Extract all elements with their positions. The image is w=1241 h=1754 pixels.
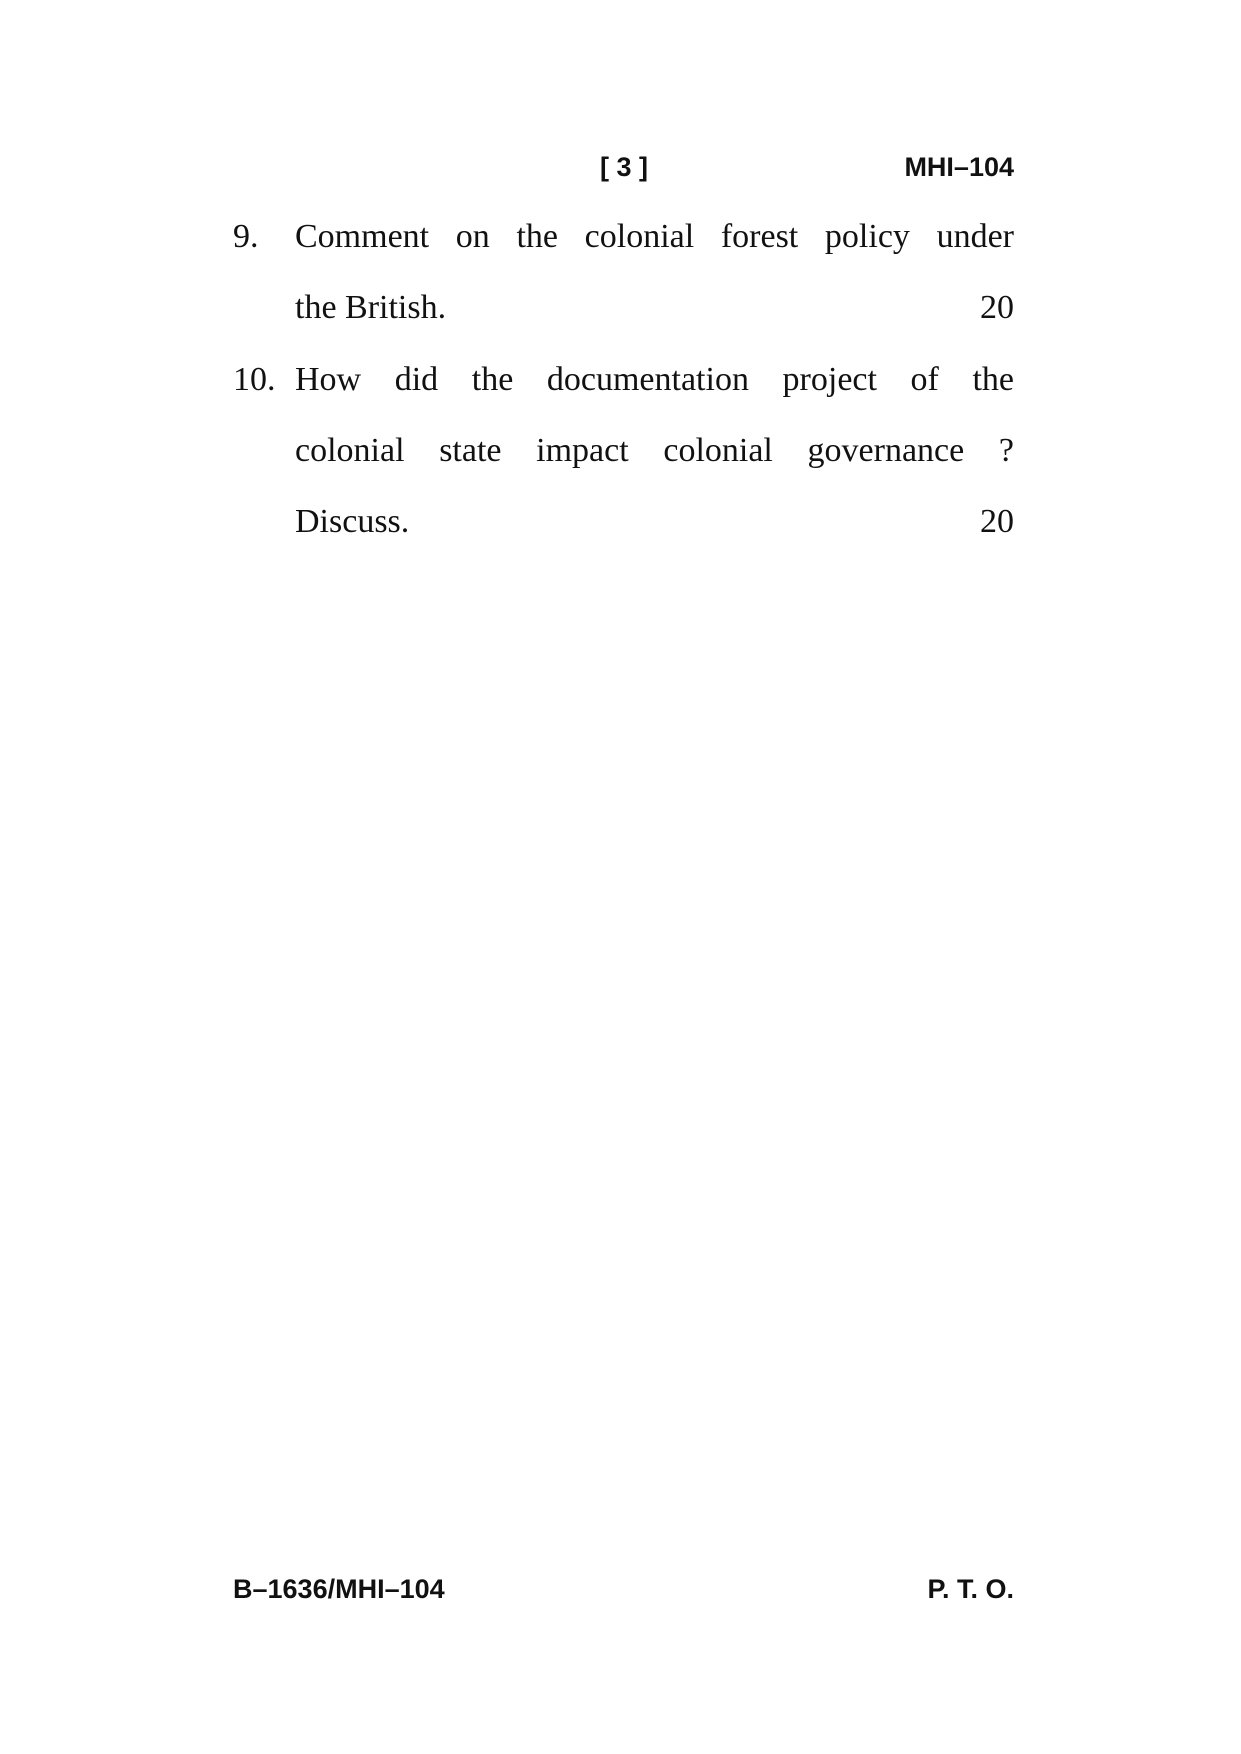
paper-code: B–1636/MHI–104 [233,1574,445,1604]
question-number: 9. [233,218,259,255]
question-line: Discuss. [295,503,410,540]
question-last-line [295,486,1014,557]
question-line: Comment on the colonial forest policy under [295,218,1014,255]
course-code: MHI–104 [904,152,1014,182]
question-text [295,344,1014,557]
question-10 [233,344,1014,557]
question-text [295,201,1014,343]
page-number: [ 3 ] [600,152,649,182]
question-line: How did the documentation project of the [295,361,1014,398]
question-line: the British. [295,289,447,326]
question-number: 10. [233,361,276,398]
question-last-line [295,272,1014,343]
question-marks: 20 [980,289,1014,326]
please-turn-over: P. T. O. [927,1574,1014,1604]
question-marks: 20 [980,503,1014,540]
question-9 [233,201,1014,343]
question-line: colonial state impact colonial governance ? [295,432,1014,469]
